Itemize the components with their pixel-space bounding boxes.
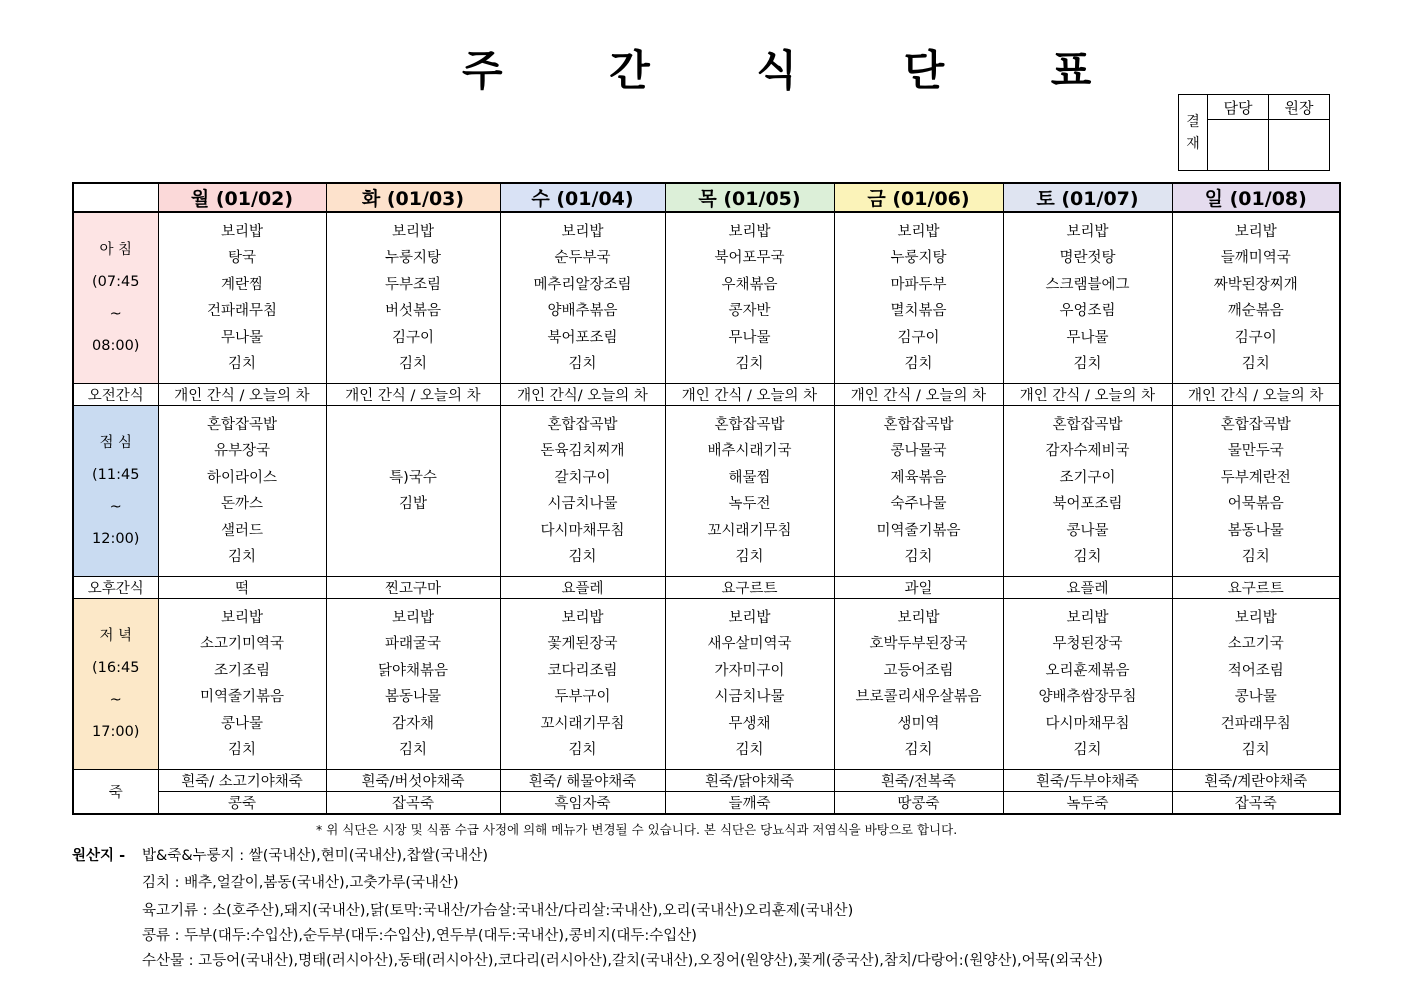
menu-item: 양배추볶음 <box>547 303 618 319</box>
menu-item: 보리밥 <box>220 223 264 240</box>
menu-item: 콩나물 <box>220 715 264 732</box>
approval-label: 결재 <box>1179 95 1208 171</box>
menu-item: 숙주나물 <box>890 496 947 512</box>
origin-line-kimchi: 김치 : 배추,얼갈이,봄동(국내산),고춧가루(국내산) <box>142 875 459 891</box>
menu-item: 김치 <box>1073 356 1102 372</box>
menu-item: 무생채 <box>728 715 771 732</box>
menu-item: 버섯볶음 <box>384 303 442 319</box>
menu-item: 꼬시래기무침 <box>707 522 792 539</box>
menu-item: 시금치나물 <box>714 689 785 705</box>
porridge-row1-day-3: 흰죽/닭야채죽 <box>665 770 834 792</box>
breakfast-menu-day-0 <box>158 212 326 384</box>
menu-item: 보리밥 <box>897 223 940 240</box>
menu-item: 김치 <box>227 549 256 565</box>
morning_snack-day-1: 개인 간식 / 오늘의 차 <box>326 384 500 406</box>
menu-item: 돈까스 <box>220 496 264 512</box>
menu-item: 김치 <box>568 549 597 565</box>
porridge-row2-day-5: 녹두죽 <box>1003 792 1172 815</box>
menu-item: 김구이 <box>391 329 435 346</box>
menu-item: 적어조림 <box>1227 662 1284 679</box>
day-header-6: 일 (01/08) <box>1172 183 1340 212</box>
approval-manager-signature <box>1208 120 1269 171</box>
porridge-row1-day-4: 흰죽/전복죽 <box>834 770 1003 792</box>
menu-item: 다시마채무침 <box>1045 715 1130 732</box>
menu-item: 소고기국 <box>1227 636 1284 652</box>
menu-item: 김치 <box>904 742 933 758</box>
menu-item: 혼합잡곡밥 <box>547 416 618 433</box>
approval-director-signature <box>1269 120 1330 171</box>
menu-item: 김구이 <box>897 329 940 346</box>
dinner-menu-day-6 <box>1172 599 1340 770</box>
menu-item: 북어포무국 <box>714 250 785 266</box>
menu-item: 유부장국 <box>213 443 271 459</box>
menu-item: 보리밥 <box>897 609 940 626</box>
menu-item: 우채볶음 <box>721 276 778 293</box>
menu-item: 김치 <box>904 356 933 372</box>
morning_snack-day-2: 개인 간식/ 오늘의 차 <box>500 384 665 406</box>
day-header-0: 월 (01/02) <box>158 183 326 212</box>
origin-line-beans: 콩류 : 두부(대두:수입산),순두부(대두:수입산),연두부(대두:국내산),콩비지(대두:수입산) <box>142 928 697 944</box>
menu-item: 혼합잡곡밥 <box>714 416 785 433</box>
menu-item: 탕국 <box>227 250 256 266</box>
menu-item: 보리밥 <box>391 223 435 240</box>
menu-item: 김치 <box>227 356 256 372</box>
menu-item: 샐러드 <box>220 522 264 539</box>
approval-box <box>1178 94 1330 171</box>
menu-item: 혼합잡곡밥 <box>206 416 278 433</box>
dinner-menu-day-5 <box>1003 599 1172 770</box>
menu-item: 제육볶음 <box>890 469 947 486</box>
dinner-menu-day-2 <box>500 599 665 770</box>
menu-item: 들깨미역국 <box>1220 250 1291 266</box>
breakfast-menu-day-1 <box>326 212 500 384</box>
menu-item: 꽃게된장국 <box>547 636 618 652</box>
menu-item: 무나물 <box>728 329 771 346</box>
breakfast-menu-day-4 <box>834 212 1003 384</box>
menu-item: 브로콜리새우살볶음 <box>855 689 982 705</box>
afternoon_snack-day-1: 찐고구마 <box>326 577 500 599</box>
afternoon_snack-day-0: 떡 <box>158 577 326 599</box>
day-header-4: 금 (01/06) <box>834 183 1003 212</box>
lunch-menu-day-1 <box>326 406 500 577</box>
morning_snack-day-0: 개인 간식 / 오늘의 차 <box>158 384 326 406</box>
menu-item: 보리밥 <box>391 609 435 626</box>
menu-item: 닭야채볶음 <box>377 662 449 679</box>
menu-item: 김치 <box>1241 742 1270 758</box>
lunch-label-line: (11:45 <box>92 467 140 483</box>
menu-item: 해물찜 <box>728 469 771 486</box>
menu-item: 보리밥 <box>728 223 771 240</box>
menu-item: 오리훈제볶음 <box>1045 662 1130 679</box>
menu-item: 보리밥 <box>561 609 604 626</box>
menu-item: 콩나물 <box>1066 522 1109 539</box>
dinner-label-line: ~ <box>109 692 122 708</box>
menu-item: 스크램블에그 <box>1045 276 1130 293</box>
dinner-label-line: 17:00) <box>92 724 140 740</box>
menu-item: 두부계란전 <box>1220 469 1291 486</box>
menu-item: 보리밥 <box>728 609 771 626</box>
afternoon_snack-day-3: 요구르트 <box>665 577 834 599</box>
day-header-5: 토 (01/07) <box>1003 183 1172 212</box>
menu-item: 북어포조림 <box>1052 496 1123 512</box>
menu-item: 명란젓탕 <box>1059 250 1116 266</box>
afternoon_snack-day-2: 요플레 <box>500 577 665 599</box>
menu-item: 보리밥 <box>1066 609 1109 626</box>
porridge-row1-day-1: 흰죽/버섯야채죽 <box>326 770 500 792</box>
menu-item: 무나물 <box>1066 329 1109 346</box>
menu-item: 코다리조림 <box>547 662 618 679</box>
lunch-label-line: 점 심 <box>99 435 133 451</box>
morning_snack-day-5: 개인 간식 / 오늘의 차 <box>1003 384 1172 406</box>
lunch-menu-day-0 <box>158 406 326 577</box>
dinner-menu-day-4 <box>834 599 1003 770</box>
menu-item: 봄동나물 <box>1227 522 1284 539</box>
menu-item: 짜박된장찌개 <box>1213 276 1298 293</box>
menu-item: 김치 <box>1073 742 1102 758</box>
lunch-label-line: 12:00) <box>92 531 140 547</box>
breakfast-menu-day-2 <box>500 212 665 384</box>
menu-item: 콩자반 <box>728 303 771 319</box>
menu-item: 고등어조림 <box>883 662 954 679</box>
menu-item: 김치 <box>398 356 427 372</box>
menu-item: 보리밥 <box>1234 609 1277 626</box>
menu-item: 순두부국 <box>554 250 611 266</box>
menu-item: 돈육김치찌개 <box>540 443 625 459</box>
menu-item: 누룽지탕 <box>384 250 442 266</box>
menu-item: 두부조림 <box>384 276 442 293</box>
menu-item: 혼합잡곡밥 <box>1052 416 1123 433</box>
menu-item: 누룽지탕 <box>890 250 947 266</box>
menu-item: 김치 <box>568 356 597 372</box>
menu-item: 콩나물국 <box>890 443 947 459</box>
lunch-menu-day-2 <box>500 406 665 577</box>
origin-line-meat: 육고기류 : 소(호주산),돼지(국내산),닭(토막:국내산/가슴살:국내산/다리살:국내산),오리(국내산)오리훈제(국내산) <box>142 903 854 919</box>
menu-item: 북어포조림 <box>547 329 618 346</box>
menu-item: 두부구이 <box>554 689 611 705</box>
menu-item: 멸치볶음 <box>890 303 947 319</box>
menu-item: 미역줄기볶음 <box>199 689 285 705</box>
menu-item: 메추리알장조림 <box>533 276 632 293</box>
menu-item: 김치 <box>904 549 933 565</box>
menu-item: 어묵볶음 <box>1227 496 1284 512</box>
dinner-menu-day-3 <box>665 599 834 770</box>
menu-item: 김밥 <box>398 496 427 512</box>
menu-item: 보리밥 <box>1234 223 1277 240</box>
dinner-label <box>73 599 158 770</box>
menu-item: 감자수제비국 <box>1045 443 1130 459</box>
menu-item: 녹두전 <box>728 496 771 512</box>
menu-item: 김치 <box>735 356 764 372</box>
day-header-2: 수 (01/04) <box>500 183 665 212</box>
menu-item: 보리밥 <box>561 223 604 240</box>
menu-item: 새우살미역국 <box>707 636 792 652</box>
menu-item: 물만두국 <box>1227 443 1284 459</box>
lunch-menu-day-5 <box>1003 406 1172 577</box>
menu-item: 다시마채무침 <box>540 522 625 539</box>
breakfast-label-line: ~ <box>109 306 122 322</box>
menu-item: 조기조림 <box>213 662 271 679</box>
menu-item: 깨순볶음 <box>1227 303 1284 319</box>
lunch-label-line: ~ <box>109 499 122 515</box>
day-header-1: 화 (01/03) <box>326 183 500 212</box>
menu-item: 파래굴국 <box>384 636 442 652</box>
menu-item: 혼합잡곡밥 <box>883 416 954 433</box>
menu-item: 미역줄기볶음 <box>876 522 961 539</box>
menu-item: 김구이 <box>1234 329 1277 346</box>
approval-manager-header: 담당 <box>1208 95 1269 120</box>
menu-item: 혼합잡곡밥 <box>1220 416 1291 433</box>
breakfast-row <box>73 212 1340 384</box>
porridge-label: 죽 <box>73 770 158 815</box>
menu-item: 마파두부 <box>890 276 947 293</box>
dinner-menu-day-1 <box>326 599 500 770</box>
menu-item: 김치 <box>1241 356 1270 372</box>
porridge-row2 <box>73 792 1340 815</box>
menu-item: 계란찜 <box>220 276 264 293</box>
breakfast-label-line: 08:00) <box>92 338 140 354</box>
porridge-row1-day-6: 흰죽/계란야채죽 <box>1172 770 1340 792</box>
afternoon_snack-day-4: 과일 <box>834 577 1003 599</box>
dinner-row <box>73 599 1340 770</box>
menu-item: 양배추쌈장무침 <box>1038 689 1137 705</box>
porridge-row2-day-2: 흑임자죽 <box>500 792 665 815</box>
menu-item: 김치 <box>398 742 427 758</box>
weekly-menu-table <box>72 182 1341 815</box>
dinner-label-line: 저 녁 <box>99 628 133 644</box>
origin-title: 원산지 - <box>72 848 126 864</box>
menu-item: 생미역 <box>897 715 940 732</box>
porridge-row2-day-4: 땅콩죽 <box>834 792 1003 815</box>
afternoon_snack-day-5: 요플레 <box>1003 577 1172 599</box>
porridge-row1-day-0: 흰죽/ 소고기야채죽 <box>158 770 326 792</box>
menu-item: 조기구이 <box>1059 469 1116 486</box>
afternoon_snack-label: 오후간식 <box>73 577 158 599</box>
origin-line-seafood: 수산물 : 고등어(국내산),명태(러시아산),동태(러시아산),코다리(러시아산),갈치(국내산),오징어(원양산),꽃게(중국산),참치/다랑어:(원양산),어묵(외국산) <box>142 953 1103 969</box>
menu-item: 배추시래기국 <box>707 443 792 459</box>
morning_snack-day-4: 개인 간식 / 오늘의 차 <box>834 384 1003 406</box>
menu-item: 김치 <box>735 742 764 758</box>
menu-item: 보리밥 <box>220 609 264 626</box>
corner-cell <box>73 183 158 212</box>
breakfast-menu-day-5 <box>1003 212 1172 384</box>
menu-item: 우엉조림 <box>1059 303 1116 319</box>
menu-item: 호박두부된장국 <box>869 636 968 652</box>
afternoon_snack-row <box>73 577 1340 599</box>
menu-item: 봄동나물 <box>384 689 442 705</box>
porridge-row2-day-3: 들깨죽 <box>665 792 834 815</box>
menu-item: 김치 <box>735 549 764 565</box>
menu-item: 김치 <box>1241 549 1270 565</box>
lunch-label <box>73 406 158 577</box>
menu-item: 꼬시래기무침 <box>540 715 625 732</box>
menu-item: 무청된장국 <box>1052 636 1123 652</box>
morning_snack-day-6: 개인 간식 / 오늘의 차 <box>1172 384 1340 406</box>
approval-director-header: 원장 <box>1269 95 1330 120</box>
morning_snack-day-3: 개인 간식 / 오늘의 차 <box>665 384 834 406</box>
lunch-row <box>73 406 1340 577</box>
page-title: 주 간 식 단 표 <box>462 46 1138 95</box>
breakfast-menu-day-3 <box>665 212 834 384</box>
porridge-row1-day-2: 흰죽/ 해물야채죽 <box>500 770 665 792</box>
menu-item: 김치 <box>1073 549 1102 565</box>
menu-item: 갈치구이 <box>554 469 611 486</box>
breakfast-menu-day-6 <box>1172 212 1340 384</box>
menu-item: 소고기미역국 <box>199 636 285 652</box>
porridge-row1 <box>73 770 1340 792</box>
lunch-menu-day-4 <box>834 406 1003 577</box>
menu-item: 감자채 <box>391 715 435 732</box>
menu-item: 건파래무침 <box>1220 715 1291 732</box>
morning_snack-label: 오전간식 <box>73 384 158 406</box>
lunch-menu-day-6 <box>1172 406 1340 577</box>
menu-note: * 위 식단은 시장 및 식품 수급 사정에 의해 메뉴가 변경될 수 있습니다. 본 식단은 당뇨식과 저염식을 바탕으로 합니다. <box>316 822 958 837</box>
dinner-menu-day-0 <box>158 599 326 770</box>
menu-item: 보리밥 <box>1066 223 1109 240</box>
lunch-menu-day-3 <box>665 406 834 577</box>
morning_snack-row <box>73 384 1340 406</box>
porridge-row2-day-6: 잡곡죽 <box>1172 792 1340 815</box>
afternoon_snack-day-6: 요구르트 <box>1172 577 1340 599</box>
porridge-row1-day-5: 흰죽/두부야채죽 <box>1003 770 1172 792</box>
menu-item: 건파래무침 <box>206 303 278 319</box>
menu-item: 김치 <box>227 742 256 758</box>
breakfast-label-line: (07:45 <box>92 274 140 290</box>
menu-item: 하이라이스 <box>206 469 278 486</box>
breakfast-label-line: 아 침 <box>99 242 133 258</box>
day-header-row <box>73 183 1340 212</box>
menu-item: 시금치나물 <box>547 496 618 512</box>
porridge-row2-day-1: 잡곡죽 <box>326 792 500 815</box>
day-header-3: 목 (01/05) <box>665 183 834 212</box>
menu-item: 가자미구이 <box>714 662 785 679</box>
porridge-row2-day-0: 콩죽 <box>158 792 326 815</box>
menu-item: 콩나물 <box>1234 689 1277 705</box>
menu-item: 김치 <box>568 742 597 758</box>
breakfast-label <box>73 212 158 384</box>
menu-item: 무나물 <box>220 329 264 346</box>
dinner-label-line: (16:45 <box>92 660 140 676</box>
menu-item: 특)국수 <box>389 469 437 486</box>
origin-line-rice: 밥&죽&누룽지 : 쌀(국내산),현미(국내산),찹쌀(국내산) <box>142 848 489 864</box>
